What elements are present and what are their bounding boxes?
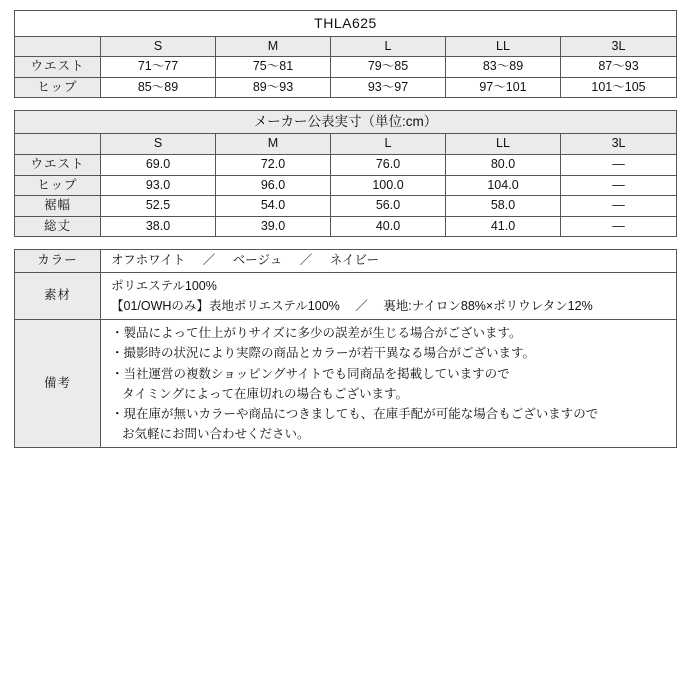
info-label-notes: 備考 — [15, 320, 101, 448]
maker-hem-l: 56.0 — [331, 196, 446, 217]
maker-row-label-waist: ウエスト — [15, 154, 101, 175]
color-separator-2: ／ — [299, 253, 313, 268]
size-hip-l: 93〜97 — [331, 77, 446, 98]
table-row — [15, 57, 677, 78]
table-row-title — [15, 111, 677, 134]
maker-hip-3l: — — [561, 175, 677, 196]
maker-hem-s: 52.5 — [101, 196, 216, 217]
info-value-material — [101, 273, 677, 320]
maker-hip-ll: 104.0 — [446, 175, 561, 196]
size-hip-ll: 97〜101 — [446, 77, 561, 98]
material-line2-part2: 裏地:ナイロン88%×ポリウレタン12% — [383, 299, 593, 314]
table-row-color — [15, 250, 677, 273]
table-row-header — [15, 134, 677, 155]
size-waist-l: 79〜85 — [331, 57, 446, 78]
note-item-4: ・現在庫が無いカラーや商品につきましても、在庫手配が可能な場合もございますので — [111, 406, 599, 421]
size-table-title: THLA625 — [15, 11, 677, 37]
maker-hem-3l: — — [561, 196, 677, 217]
maker-length-3l: — — [561, 216, 677, 237]
size-table — [14, 10, 677, 98]
maker-table-title: メーカー公表実寸（単位:cm） — [15, 111, 677, 134]
table-row — [15, 175, 677, 196]
table-row — [15, 77, 677, 98]
material-line2-part1: 【01/OWHのみ】表地ポリエステル100% — [111, 299, 340, 314]
maker-length-m: 39.0 — [216, 216, 331, 237]
maker-row-label-hem: 裾幅 — [15, 196, 101, 217]
material-line-2 — [111, 296, 670, 316]
maker-row-label-length: 総丈 — [15, 216, 101, 237]
note-item-2: ・撮影時の状況により実際の商品とカラーが若干異なる場合がございます。 — [111, 346, 536, 361]
maker-length-s: 38.0 — [101, 216, 216, 237]
size-waist-m: 75〜81 — [216, 57, 331, 78]
maker-hip-s: 93.0 — [101, 175, 216, 196]
material-line-1: ポリエステル100% — [111, 279, 217, 293]
table-row-header — [15, 36, 677, 57]
size-table-corner — [15, 36, 101, 57]
maker-table-corner — [15, 134, 101, 155]
table-row-title — [15, 11, 677, 37]
size-hip-m: 89〜93 — [216, 77, 331, 98]
info-label-material: 素材 — [15, 273, 101, 320]
size-row-label-hip: ヒップ — [15, 77, 101, 98]
size-table-col-l: L — [331, 36, 446, 57]
color-option-offwhite: オフホワイト — [111, 253, 186, 268]
color-option-navy: ネイビー — [329, 253, 380, 268]
note-item-4-continued: お気軽にお問い合わせください。 — [122, 426, 310, 441]
material-line2-separator: ／ — [355, 299, 368, 314]
maker-length-l: 40.0 — [331, 216, 446, 237]
size-hip-3l: 101〜105 — [561, 77, 677, 98]
info-value-color — [101, 250, 677, 273]
maker-hip-m: 96.0 — [216, 175, 331, 196]
size-waist-ll: 83〜89 — [446, 57, 561, 78]
maker-waist-ll: 80.0 — [446, 154, 561, 175]
color-option-beige: ベージュ — [232, 253, 283, 268]
size-table-col-m: M — [216, 36, 331, 57]
product-info-table — [14, 249, 677, 448]
maker-hip-l: 100.0 — [331, 175, 446, 196]
size-waist-3l: 87〜93 — [561, 57, 677, 78]
maker-table-col-l: L — [331, 134, 446, 155]
table-row — [15, 216, 677, 237]
note-item-3: ・当社運営の複数ショッピングサイトでも同商品を掲載していますので — [111, 366, 510, 381]
maker-measurement-table — [14, 110, 677, 237]
size-hip-s: 85〜89 — [101, 77, 216, 98]
maker-waist-l: 76.0 — [331, 154, 446, 175]
size-table-col-ll: LL — [446, 36, 561, 57]
size-row-label-waist: ウエスト — [15, 57, 101, 78]
size-table-col-s: S — [101, 36, 216, 57]
maker-length-ll: 41.0 — [446, 216, 561, 237]
maker-table-col-3l: 3L — [561, 134, 677, 155]
info-value-notes — [101, 320, 677, 448]
table-row — [15, 196, 677, 217]
maker-waist-m: 72.0 — [216, 154, 331, 175]
maker-table-col-m: M — [216, 134, 331, 155]
maker-waist-s: 69.0 — [101, 154, 216, 175]
maker-table-col-s: S — [101, 134, 216, 155]
note-item-1: ・製品によって仕上がりサイズに多少の誤差が生じる場合がございます。 — [111, 326, 522, 341]
table-row — [15, 154, 677, 175]
maker-table-col-ll: LL — [446, 134, 561, 155]
maker-row-label-hip: ヒップ — [15, 175, 101, 196]
table-row-material — [15, 273, 677, 320]
table-row-notes — [15, 320, 677, 448]
size-table-col-3l: 3L — [561, 36, 677, 57]
note-item-3-continued: タイミングによって在庫切れの場合もございます。 — [122, 386, 409, 401]
size-waist-s: 71〜77 — [101, 57, 216, 78]
info-label-color: カラー — [15, 250, 101, 273]
maker-waist-3l: — — [561, 154, 677, 175]
color-separator-1: ／ — [202, 253, 216, 268]
maker-hem-m: 54.0 — [216, 196, 331, 217]
maker-hem-ll: 58.0 — [446, 196, 561, 217]
